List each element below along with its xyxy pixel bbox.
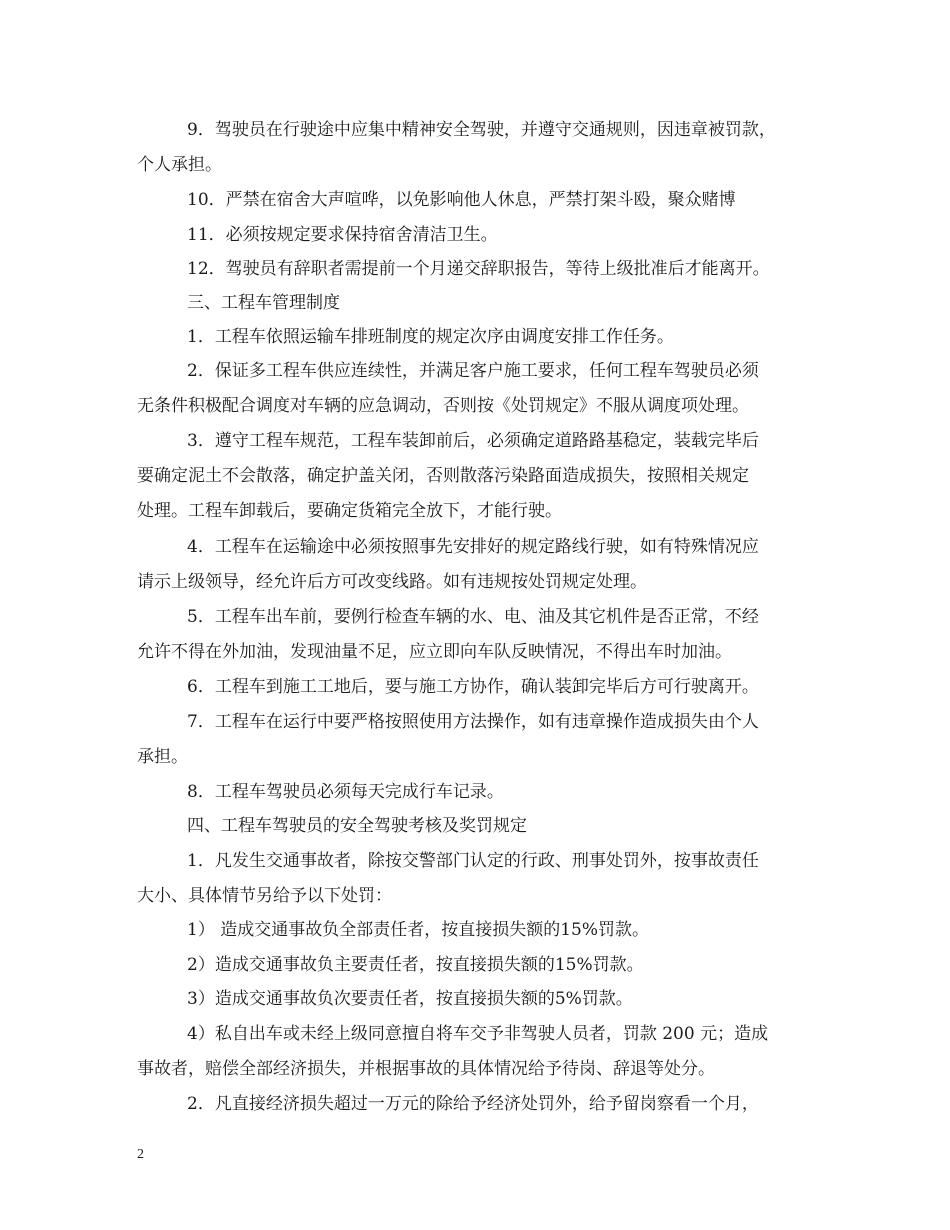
- paragraph-line: 2．凡直接经济损失超过一万元的除给予经济处罚外，给予留岗察看一个月，: [187, 1094, 759, 1114]
- paragraph-line: 9．驾驶员在行驶途中应集中精神安全驾驶，并遵守交通规则，因违章被罚款，: [187, 120, 776, 140]
- page-number: 2: [137, 1147, 144, 1162]
- paragraph-line: 2．保证多工程车供应连续性，并满足客户施工要求，任何工程车驾驶员必须: [187, 361, 759, 381]
- paragraph-line: 1） 造成交通事故负全部责任者，按直接损失额的15%罚款。: [187, 920, 650, 940]
- paragraph-line: 12．驾驶员有辞职者需提前一个月递交辞职报告，等待上级批准后才能离开。: [187, 259, 770, 279]
- paragraph-line: 请示上级领导，经允许后方可改变线路。如有违规按处罚规定处理。: [137, 572, 647, 592]
- paragraph-line: 4）私自出车或未经上级同意擅自将车交予非驾驶人员者，罚款 200 元；造成: [187, 1024, 769, 1044]
- paragraph-line: 5．工程车出车前，要例行检查车辆的水、电、油及其它机件是否正常，不经: [187, 607, 759, 627]
- paragraph-line: 2）造成交通事故负主要责任者，按直接损失额的15%罚款。: [187, 955, 644, 975]
- paragraph-line: 8．工程车驾驶员必须每天完成行车记录。: [187, 782, 504, 802]
- paragraph-line: 3．遵守工程车规范，工程车装卸前后，必须确定道路路基稳定，装载完毕后: [187, 431, 759, 451]
- paragraph-line: 承担。: [137, 747, 188, 767]
- paragraph-line: 处理。工程车卸载后，要确定货箱完全放下，才能行驶。: [137, 501, 562, 521]
- paragraph-line: 1．工程车依照运输车排班制度的规定次序由调度安排工作任务。: [187, 327, 674, 347]
- paragraph-line: 11．必须按规定要求保持宿舍清洁卫生。: [187, 225, 498, 245]
- paragraph-line: 允许不得在外加油，发现油量不足，应立即向车队反映情况，不得出车时加油。: [137, 642, 732, 662]
- paragraph-line: 10．严禁在宿舍大声喧哗，以免影响他人休息，严禁打架斗殴，聚众赌博: [187, 190, 736, 210]
- paragraph-line: 6．工程车到施工工地后，要与施工方协作，确认装卸完毕后方可行驶离开。: [187, 677, 759, 697]
- paragraph-line: 7．工程车在运行中要严格按照使用方法操作，如有违章操作造成损失由个人: [187, 712, 759, 732]
- paragraph-line: 个人承担。: [137, 155, 222, 175]
- paragraph-line: 大小、具体情节另给予以下处罚：: [137, 886, 392, 906]
- paragraph-line: 事故者，赔偿全部经济损失，并根据事故的具体情况给予待岗、辞退等处分。: [137, 1059, 715, 1079]
- paragraph-line: 无条件积极配合调度对车辆的应急调动，否则按《处罚规定》不服从调度项处理。: [137, 396, 749, 416]
- section-heading: 四、工程车驾驶员的安全驾驶考核及奖罚规定: [187, 816, 527, 836]
- paragraph-line: 1．凡发生交通事故者，除按交警部门认定的行政、刑事处罚外，按事故责任: [187, 851, 759, 871]
- paragraph-line: 要确定泥土不会散落，确定护盖关闭，否则散落污染路面造成损失，按照相关规定: [137, 466, 749, 486]
- section-heading: 三、工程车管理制度: [187, 293, 340, 313]
- paragraph-line: 3）造成交通事故负次要责任者，按直接损失额的5%罚款。: [187, 989, 633, 1009]
- paragraph-line: 4．工程车在运输途中必须按照事先安排好的规定路线行驶，如有特殊情况应: [187, 537, 759, 557]
